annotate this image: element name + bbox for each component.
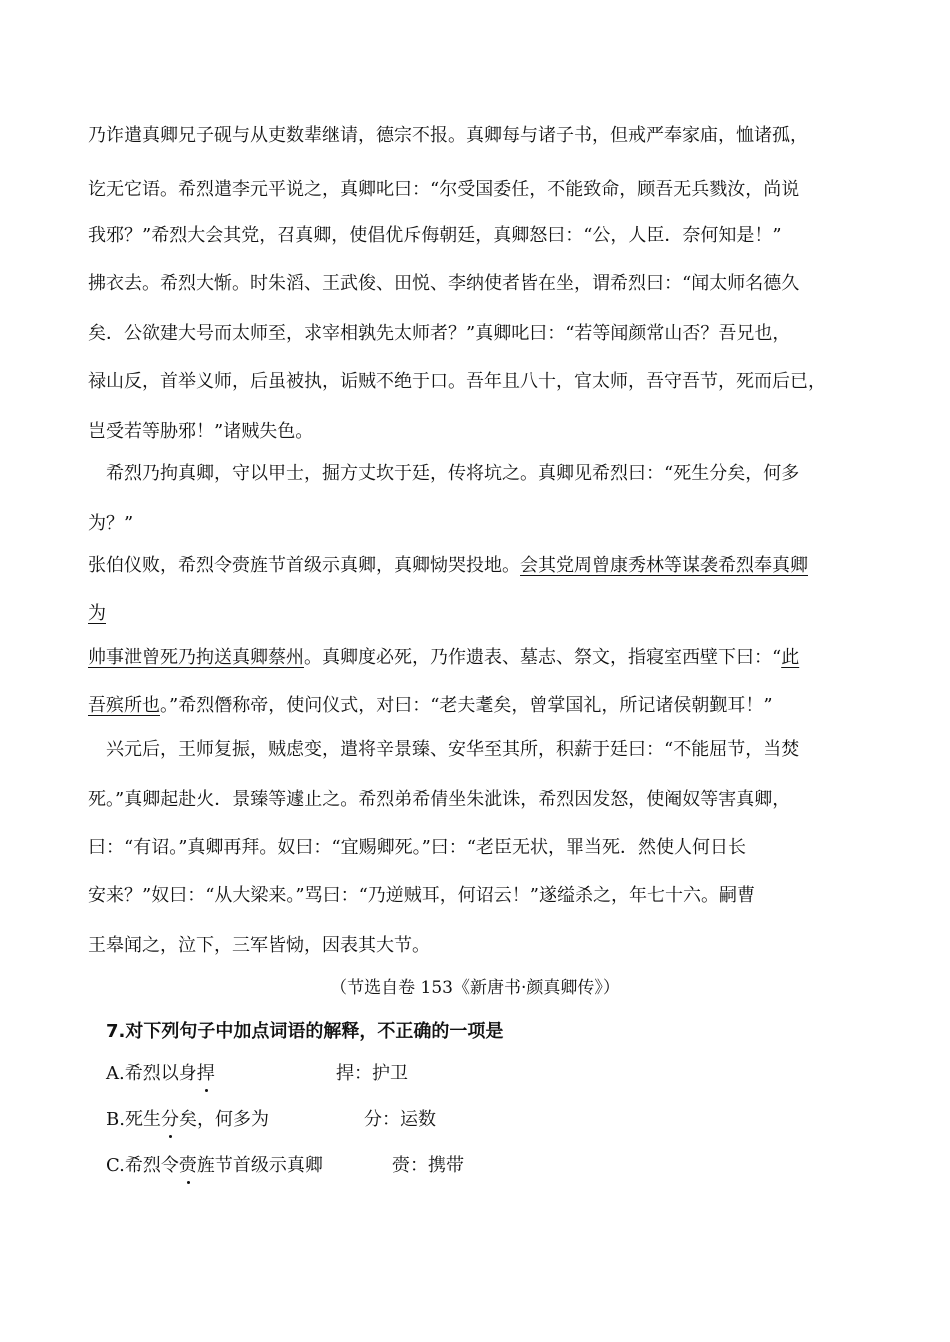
dotted-word: 赍 [178,1155,197,1176]
source-citation: （节选自卷 153《新唐书·颜真卿传》） [330,978,620,998]
passage-line [88,554,868,578]
option-text: B.死生 [106,1109,161,1130]
passage-text: 。”希烈僭称帝，使问仪式，对曰：“老夫耄矣，曾掌国礼，所记诸侯朝觐耳！” [160,695,773,716]
option-a [106,1062,215,1086]
option-text: 旌节首级示真卿 [196,1155,323,1176]
underlined-sentence: 为 [88,603,106,624]
option-text: 矣，何多为 [178,1109,269,1130]
option-text: C.希烈令 [106,1155,179,1176]
underlined-sentence: 帅事泄曾死乃拘送真卿蔡州 [88,647,304,668]
passage-line: 曰：“有诏。”真卿再拜。奴曰：“宜赐卿死。”曰：“老臣无状，罪当死．然使人何日长 [88,837,747,858]
question-title: 7.对下列句子中加点词语的解释，不正确的一项是 [106,1021,504,1042]
underlined-sentence: 此 [781,647,800,668]
passage-line: 兴元后，王师复振，贼虑变，遣将辛景臻、安华至其所，积薪于廷曰：“不能屈节，当焚 [106,739,800,760]
underlined-sentence: 会其党周曾康秀林等谋袭希烈奉真卿 [520,555,808,576]
passage-line: 死。”真卿起赴火．景臻等遽止之。希烈弟希倩坐朱泚诛，希烈因发怒，使阉奴等害真卿， [88,789,791,810]
passage-line [88,694,868,718]
passage-line: 安来？”奴曰：“从大梁来。”骂曰：“乃逆贼耳，何诏云！”遂缢杀之，年七十六。嗣曹 [88,885,756,906]
passage-text: 张伯仪败，希烈令赍旌节首级示真卿，真卿恸哭投地。 [88,555,520,576]
passage-line [88,602,868,626]
option-c-gloss: 赍：携带 [392,1155,464,1176]
dotted-word: 捍 [196,1063,215,1084]
passage-line: 岂受若等胁邪！”诸贼失色。 [88,421,314,442]
option-b-gloss: 分：运数 [364,1109,436,1130]
option-c [106,1154,323,1178]
passage-line: 为？” [88,513,134,534]
dotted-word: 分 [160,1109,179,1130]
passage-line: 拂衣去。希烈大惭。时朱滔、王武俊、田悦、李纳使者皆在坐，谓希烈曰：“闻太师名德久 [88,273,800,294]
passage-line: 矣．公欲建大号而太师至，求宰相孰先太师者？”真卿叱曰：“若等闻颜常山否？吾兄也， [88,323,791,344]
option-b [106,1108,269,1132]
passage-line: 希烈乃拘真卿，守以甲士，掘方丈坎于廷，传将坑之。真卿见希烈曰：“死生分矣，何多 [106,463,800,484]
passage-line: 禄山反，首举义师，后虽被执，诟贼不绝于口。吾年且八十，官太师，吾守吾节，死而后已， [88,371,826,392]
passage-line [88,646,868,670]
passage-line: 王皋闻之，泣下，三军皆恸，因表其大节。 [88,935,430,956]
passage-line: 我邪？”希烈大会其党，召真卿，使倡优斥侮朝廷，真卿怒曰：“公，人臣．奈何知是！” [88,225,782,246]
option-a-gloss: 捍：护卫 [336,1063,408,1084]
passage-line: 讫无它语。希烈遣李元平说之，真卿叱曰：“尔受国委任，不能致命，顾吾无兵戮汝，尚说 [88,179,800,200]
passage-text: 。真卿度必死，乃作遗表、墓志、祭文，指寝室西壁下曰：“ [304,647,782,668]
option-text: A.希烈以身 [106,1063,197,1084]
underlined-sentence: 吾殡所也 [88,695,160,716]
passage-line: 乃诈遣真卿兄子砚与从吏数辈继请，德宗不报。真卿每与诸子书，但戒严奉家庙，恤诸孤， [88,125,808,146]
